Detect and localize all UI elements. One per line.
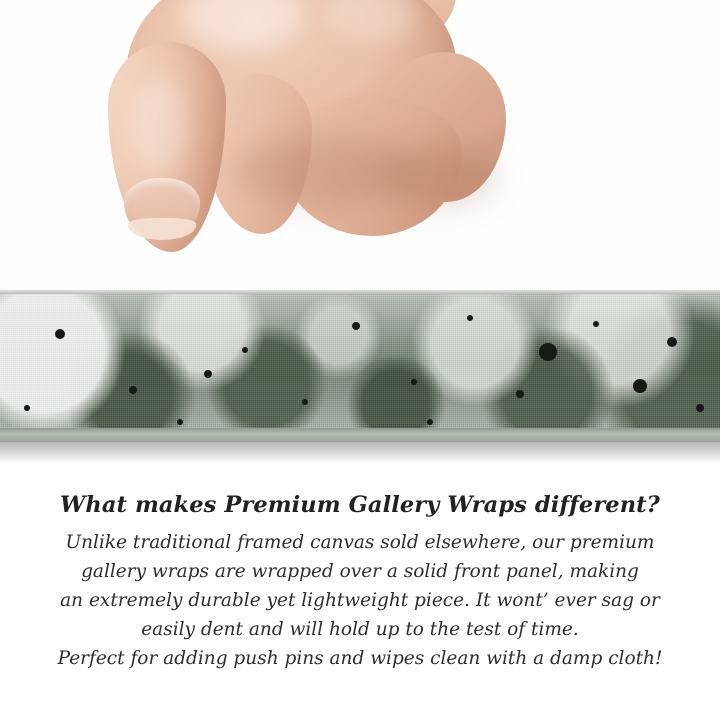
canvas-speck (539, 343, 557, 361)
canvas-speck (696, 404, 704, 412)
canvas-speck (427, 419, 433, 425)
caption-line: easily dent and will hold up to the test of time. (141, 619, 579, 640)
canvas-bottom-edge (0, 428, 720, 442)
canvas-weave-texture (0, 290, 720, 442)
hand-highlight-finger (132, 76, 188, 176)
canvas-drop-shadow (0, 442, 720, 464)
caption-line: an extremely durable yet lightweight piece. It wont’ ever sag or (60, 590, 660, 611)
canvas-speck (129, 386, 137, 394)
canvas-speck (593, 321, 599, 327)
canvas-speck (411, 379, 417, 385)
canvas-speck (516, 390, 524, 398)
canvas-top-edge (0, 290, 720, 294)
caption-line: gallery wraps are wrapped over a solid front panel, making (81, 561, 639, 582)
canvas-speck (352, 322, 360, 330)
canvas-speck (633, 379, 647, 393)
hand-photo-area (0, 0, 720, 292)
caption-body (0, 528, 720, 673)
canvas-speck (24, 405, 30, 411)
caption-line: Unlike traditional framed canvas sold elsewhere, our premium (65, 532, 655, 553)
caption-heading: What makes Premium Gallery Wraps different? (60, 492, 660, 518)
canvas-speck (55, 329, 65, 339)
canvas-speck (204, 370, 212, 378)
canvas-speck (177, 419, 183, 425)
hand-shadow-right (386, 146, 496, 206)
caption-block (0, 492, 720, 673)
canvas-speck (302, 399, 308, 405)
hand-finger-pressing-down (86, 0, 506, 292)
canvas-speck (467, 315, 473, 321)
canvas-speck (242, 347, 248, 353)
caption-line: Perfect for adding push pins and wipes clean with a damp cloth! (57, 648, 663, 669)
canvas-speck (667, 337, 677, 347)
canvas-wrap-edge (0, 290, 720, 442)
